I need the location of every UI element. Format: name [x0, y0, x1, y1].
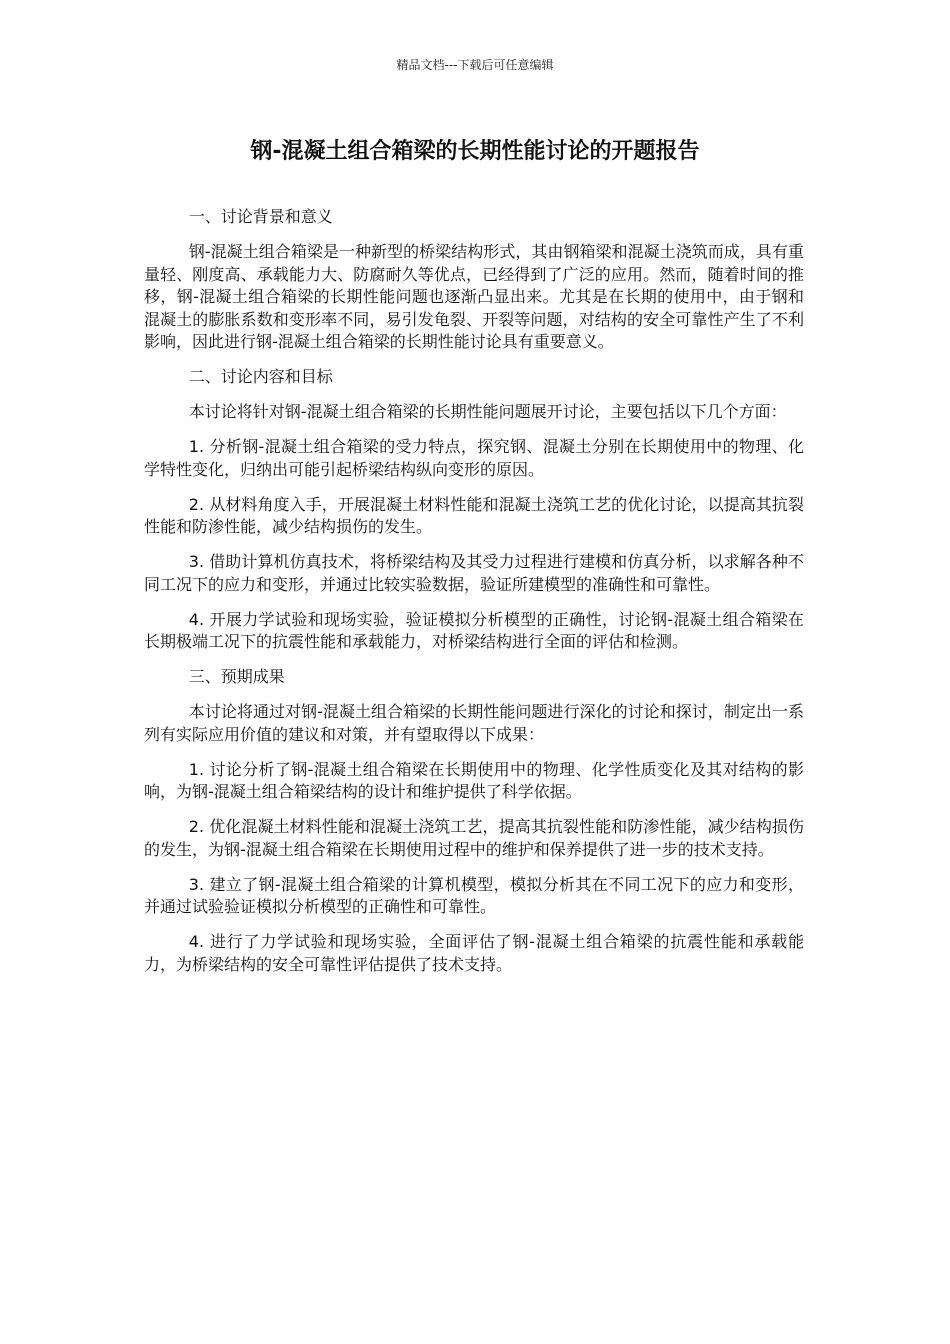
list-item-content-3: 3. 借助计算机仿真技术，将桥梁结构及其受力过程进行建模和仿真分析，以求解各种不同工况下的应力和变形，并通过比较实验数据，验证所建模型的准确性和可靠性。	[144, 552, 804, 594]
document-title: 钢-混凝土组合箱梁的长期性能讨论的开题报告	[250, 139, 700, 164]
section-heading-background: 一、讨论背景和意义	[188, 207, 333, 226]
document-body	[144, 206, 804, 989]
list-item-results-2: 2. 优化混凝土材料性能和混凝土浇筑工艺，提高其抗裂性能和防渗性能，减少结构损伤的发生，为钢-混凝土组合箱梁在长期使用过程中的维护和保养提供了进一步的技术支持。	[144, 817, 804, 859]
section-heading-results: 三、预期成果	[188, 667, 285, 686]
paragraph-content-intro: 本讨论将针对钢-混凝土组合箱梁的长期性能问题展开讨论，主要包括以下几个方面：	[188, 402, 787, 421]
section-heading-content: 二、讨论内容和目标	[188, 367, 333, 386]
paragraph-results-intro: 本讨论将通过对钢-混凝土组合箱梁的长期性能问题进行深化的讨论和探讨，制定出一系列有实际应用价值的建议和对策，并有望取得以下成果：	[144, 702, 804, 744]
list-item-results-1: 1. 讨论分析了钢-混凝土组合箱梁在长期使用中的物理、化学性质变化及其对结构的影响，为钢-混凝土组合箱梁结构的设计和维护提供了科学依据。	[144, 759, 804, 801]
paragraph-background: 钢-混凝土组合箱梁是一种新型的桥梁结构形式，其由钢箱梁和混凝土浇筑而成，具有重量轻、刚度高、承载能力大、防腐耐久等优点，已经得到了广泛的应用。然而，随着时间的推移，钢-混凝土组合箱梁的长期性能问题也逐渐凸显出来。尤其是在长期的使用中，由于钢和混凝土的膨胀系数和变形率不同，易引发龟裂、开裂等问题，对结构的安全可靠性产生了不利影响，因此进行钢-混凝土组合箱梁的长期性能讨论具有重要意义。	[144, 242, 804, 351]
page-header: 精品文档---下载后可任意编辑	[396, 58, 554, 72]
list-item-results-4: 4. 进行了力学试验和现场实验，全面评估了钢-混凝土组合箱梁的抗震性能和承载能力，为桥梁结构的安全可靠性评估提供了技术支持。	[144, 932, 804, 974]
list-item-content-4: 4. 开展力学试验和现场实验，验证模拟分析模型的正确性，讨论钢-混凝土组合箱梁在长期极端工况下的抗震性能和承载能力，对桥梁结构进行全面的评估和检测。	[144, 609, 804, 651]
list-item-results-3: 3. 建立了钢-混凝土组合箱梁的计算机模型，模拟分析其在不同工况下的应力和变形，并通过试验验证模拟分析模型的正确性和可靠性。	[144, 874, 804, 916]
list-item-content-1: 1. 分析钢-混凝土组合箱梁的受力特点，探究钢、混凝土分别在长期使用中的物理、化学特性变化，归纳出可能引起桥梁结构纵向变形的原因。	[144, 437, 804, 479]
list-item-content-2: 2. 从材料角度入手，开展混凝土材料性能和混凝土浇筑工艺的优化讨论，以提高其抗裂性能和防渗性能，减少结构损伤的发生。	[144, 494, 804, 536]
